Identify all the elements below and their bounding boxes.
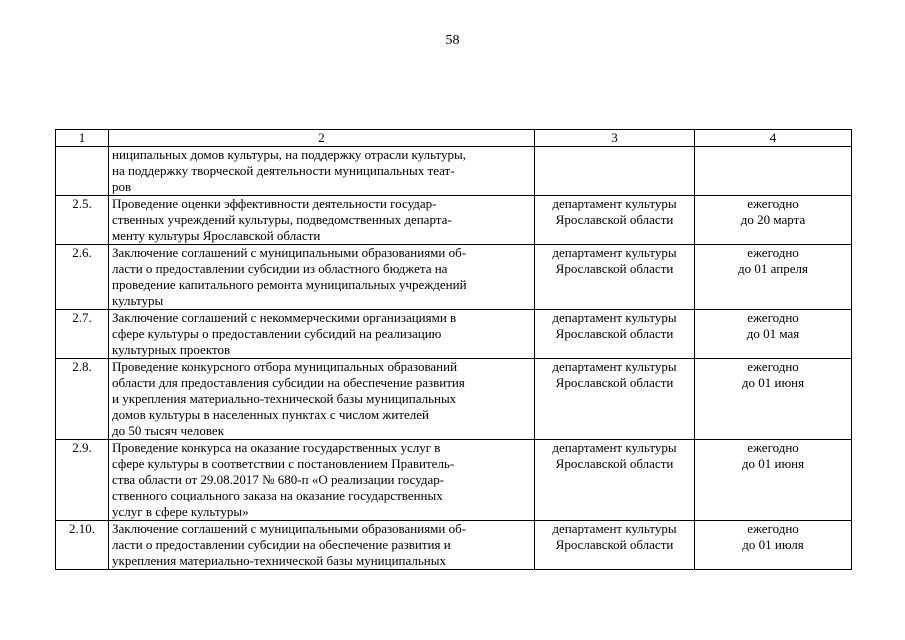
activity-description-line: ства области от 29.08.2017 № 680-п «О реализации государ-	[112, 472, 445, 487]
activity-description-cell	[109, 196, 535, 245]
column-header: 3	[535, 130, 695, 147]
activity-description-cell	[109, 359, 535, 440]
deadline-line: ежегодно	[747, 310, 799, 325]
deadline-line: до 01 апреля	[738, 261, 808, 276]
row-number: 2.6.	[56, 245, 109, 310]
deadline-line: ежегодно	[747, 521, 799, 536]
activity-description-cell	[109, 245, 535, 310]
activity-description-line: ственного социального заказа на оказание государственных	[112, 488, 443, 503]
column-header: 2	[109, 130, 535, 147]
row-number	[56, 147, 109, 196]
activity-description-line: домов культуры в населенных пунктах с числом жителей	[112, 407, 429, 422]
row-number: 2.8.	[56, 359, 109, 440]
row-number: 2.5.	[56, 196, 109, 245]
responsible-department-cell	[535, 147, 695, 196]
table-row	[56, 310, 852, 359]
deadline-cell	[695, 440, 852, 521]
responsible-department-cell	[535, 521, 695, 570]
activity-description-line: ственных учреждений культуры, подведомственных департа-	[112, 212, 452, 227]
column-header: 1	[56, 130, 109, 147]
activity-description-line: сфере культуры в соответствии с постановлением Правитель-	[112, 456, 455, 471]
responsible-department-cell	[535, 440, 695, 521]
responsible-department-line: Ярославской области	[555, 326, 674, 341]
activity-description-line: Проведение конкурсного отбора муниципальных образований	[112, 359, 458, 374]
activity-description-cell	[109, 440, 535, 521]
page-number: 58	[445, 33, 460, 48]
responsible-department-line: департамент культуры	[552, 196, 677, 211]
responsible-department-line: Ярославской области	[555, 537, 674, 552]
table-row	[56, 245, 852, 310]
row-number: 2.9.	[56, 440, 109, 521]
responsible-department-line: Ярославской области	[555, 212, 674, 227]
responsible-department-cell	[535, 196, 695, 245]
row-number: 2.7.	[56, 310, 109, 359]
responsible-department-line: Ярославской области	[555, 456, 674, 471]
activity-description-line: менту культуры Ярославской области	[112, 228, 321, 243]
activity-description-line: и укрепления материально-технической базы муниципальных	[112, 391, 457, 406]
activity-description-line: ров	[112, 179, 132, 194]
activity-description-line: проведение капитального ремонта муниципальных учреждений	[112, 277, 467, 292]
activity-description-line: сфере культуры о предоставлении субсидий на реализацию	[112, 326, 442, 341]
column-header: 4	[695, 130, 852, 147]
activity-description-cell	[109, 521, 535, 570]
deadline-line: до 01 июня	[741, 375, 805, 390]
activity-description-line: культуры	[112, 293, 164, 308]
deadline-line: до 20 марта	[740, 212, 806, 227]
responsible-department-cell	[535, 245, 695, 310]
activity-description-line: укрепления материально-технической базы муниципальных	[112, 553, 446, 568]
activity-description-line: Заключение соглашений с муниципальными образованиями об-	[112, 245, 467, 260]
deadline-line: до 01 июля	[742, 537, 804, 552]
activity-description-line: Заключение соглашений с муниципальными образованиями об-	[112, 521, 467, 536]
table-row	[56, 359, 852, 440]
responsible-department-cell	[535, 359, 695, 440]
activity-description-line: ласти о предоставлении субсидии из областного бюджета на	[112, 261, 448, 276]
deadline-line: ежегодно	[747, 196, 799, 211]
responsible-department-line: Ярославской области	[555, 375, 674, 390]
responsible-department-line: департамент культуры	[552, 310, 677, 325]
deadline-line: ежегодно	[747, 359, 799, 374]
responsible-department-cell	[535, 310, 695, 359]
activity-description-line: области для предоставления субсидии на обеспечение развития	[112, 375, 465, 390]
table-row	[56, 521, 852, 570]
table-body	[56, 147, 852, 570]
responsible-department-line: департамент культуры	[552, 245, 677, 260]
row-number: 2.10.	[56, 521, 109, 570]
deadline-line: до 01 июня	[741, 456, 805, 471]
table-row	[56, 147, 852, 196]
responsible-department-line: Ярославской области	[555, 261, 674, 276]
deadline-cell	[695, 147, 852, 196]
activity-description-line: Заключение соглашений с некоммерческими организациями в	[112, 310, 457, 325]
deadline-cell	[695, 359, 852, 440]
activity-description-line: до 50 тысяч человек	[112, 423, 225, 438]
activity-description-line: услуг в сфере культуры»	[112, 504, 249, 519]
activity-description-line: культурных проектов	[112, 342, 231, 357]
deadline-cell	[695, 310, 852, 359]
activity-description-line: ниципальных домов культуры, на поддержку отрасли культуры,	[112, 147, 467, 162]
activity-description-line: на поддержку творческой деятельности муниципальных теат-	[112, 163, 455, 178]
activity-description-line: Проведение конкурса на оказание государственных услуг в	[112, 440, 441, 455]
responsible-department-line: департамент культуры	[552, 359, 677, 374]
table-row	[56, 440, 852, 521]
table-row	[56, 196, 852, 245]
activity-description-cell	[109, 147, 535, 196]
responsible-department-line: департамент культуры	[552, 521, 677, 536]
activity-description-line: ласти о предоставлении субсидии на обеспечение развития и	[112, 537, 451, 552]
responsible-department-line: департамент культуры	[552, 440, 677, 455]
deadline-line: ежегодно	[747, 245, 799, 260]
deadline-line: до 01 мая	[746, 326, 800, 341]
deadline-cell	[695, 521, 852, 570]
deadline-cell	[695, 245, 852, 310]
activity-description-cell	[109, 310, 535, 359]
deadline-cell	[695, 196, 852, 245]
activity-description-line: Проведение оценки эффективности деятельности государ-	[112, 196, 437, 211]
plan-table	[55, 129, 852, 570]
deadline-line: ежегодно	[747, 440, 799, 455]
table-header-row	[56, 130, 852, 147]
